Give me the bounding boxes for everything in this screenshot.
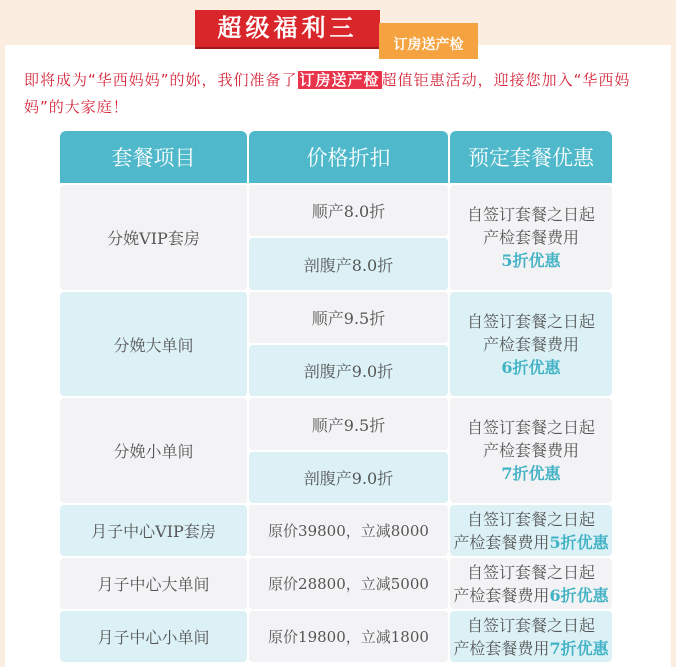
- page-title: 超级福利三: [195, 10, 380, 47]
- offer-cell: [450, 558, 612, 609]
- offer-line2-wrap: [453, 584, 608, 607]
- price-cesarean: 剖腹产9.0折: [249, 345, 448, 396]
- offer-line2-wrap: [453, 531, 608, 554]
- package-name: 月子中心大单间: [60, 558, 247, 609]
- price-natural: 顺产8.0折: [249, 185, 448, 236]
- offer-cell: [450, 292, 612, 396]
- price-cell: 原价28800，立减5000: [249, 558, 448, 609]
- price-cell: 原价39800，立减8000: [249, 505, 448, 556]
- offer-cell: [450, 185, 612, 290]
- offer-line1: 自签订套餐之日起: [466, 418, 595, 437]
- header-price: 价格折扣: [249, 131, 448, 183]
- package-name: 月子中心VIP套房: [60, 505, 247, 556]
- intro-text: [24, 67, 664, 121]
- header-package: 套餐项目: [60, 131, 247, 183]
- offer-cell: [450, 398, 612, 503]
- offer-line2: 产检套餐费用: [453, 585, 550, 605]
- price-cesarean: 剖腹产8.0折: [249, 238, 448, 290]
- offer-cell: [450, 611, 612, 662]
- package-name: 月子中心小单间: [60, 611, 247, 662]
- price-natural: 顺产9.5折: [249, 292, 448, 343]
- offer-line2: 产检套餐费用: [453, 532, 550, 552]
- offer-line2-wrap: [453, 637, 608, 660]
- offer-line1: 自签订套餐之日起: [466, 509, 595, 529]
- intro-highlight: 订房送产检: [299, 71, 380, 89]
- offer-line1: 自签订套餐之日起: [466, 205, 595, 224]
- offer-line2: 产检套餐费用: [482, 334, 579, 354]
- offer-discount: 7折优惠: [549, 638, 609, 658]
- price-natural: 顺产9.5折: [249, 398, 448, 450]
- offer-line2: 产检套餐费用: [482, 228, 579, 247]
- offer-discount: 5折优惠: [549, 532, 609, 552]
- offer-discount: 5折优惠: [501, 251, 561, 270]
- package-name: 分娩大单间: [60, 292, 247, 396]
- offer-line2: 产检套餐费用: [482, 441, 579, 460]
- offer-cell: [450, 505, 612, 556]
- offer-line2: 产检套餐费用: [453, 638, 550, 658]
- package-name: 分娩小单间: [60, 398, 247, 503]
- title-tag: 订房送产检: [379, 23, 478, 59]
- offer-discount: 7折优惠: [501, 464, 561, 483]
- price-cesarean: 剖腹产9.0折: [249, 452, 448, 503]
- price-cell: 原价19800，立减1800: [249, 611, 448, 662]
- offer-line1: 自签订套餐之日起: [466, 615, 595, 635]
- offer-discount: 6折优惠: [549, 585, 609, 605]
- header-offer: 预定套餐优惠: [450, 131, 612, 183]
- intro-after: 超值钜惠活动，迎接您加入“华西妈妈”的大家庭！: [24, 71, 631, 116]
- intro-before: 即将成为“华西妈妈”的妳，我们准备了: [24, 71, 298, 89]
- package-name: 分娩VIP套房: [60, 185, 247, 290]
- offer-line1: 自签订套餐之日起: [466, 562, 595, 582]
- offer-discount: 6折优惠: [501, 357, 561, 377]
- offer-line1: 自签订套餐之日起: [466, 311, 595, 331]
